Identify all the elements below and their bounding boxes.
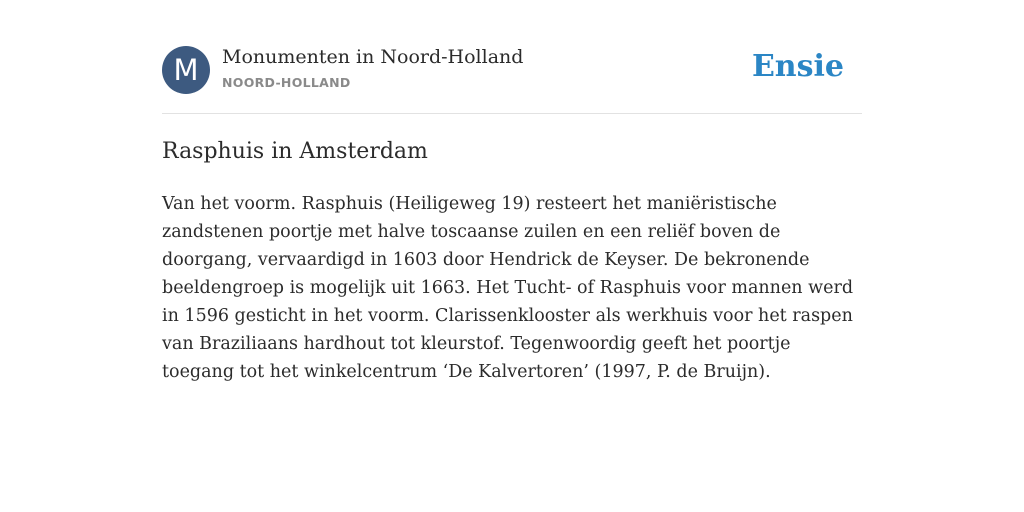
source-subtitle[interactable]: NOORD-HOLLAND bbox=[222, 75, 351, 90]
divider bbox=[162, 113, 862, 114]
article-body: Van het voorm. Rasphuis (Heiligeweg 19) resteert het maniëristische zandstenen poortje met halve toscaanse zuilen en een reliëf boven de doorgang, vervaardigd in 1603 door Hendrick de Keyser. De bekronende beeldengroep is mogelijk uit 1663. Het Tucht- of Rasphuis voor mannen werd in 1596 gesticht in het voorm. Clarissenklooster als werkhuis voor het raspen van Braziliaans hardhout tot kleurstof. Tegenwoordig geeft het poortje toegang tot het winkelcentrum ‘De Kalvertoren’ (1997, P. de Bruijn). bbox=[162, 194, 854, 382]
article-title: Rasphuis in Amsterdam bbox=[162, 139, 428, 164]
avatar[interactable]: M bbox=[162, 46, 210, 94]
header bbox=[162, 46, 862, 96]
brand-logo[interactable]: Ensie bbox=[751, 49, 844, 84]
source-title[interactable]: Monumenten in Noord-Holland bbox=[222, 46, 524, 68]
